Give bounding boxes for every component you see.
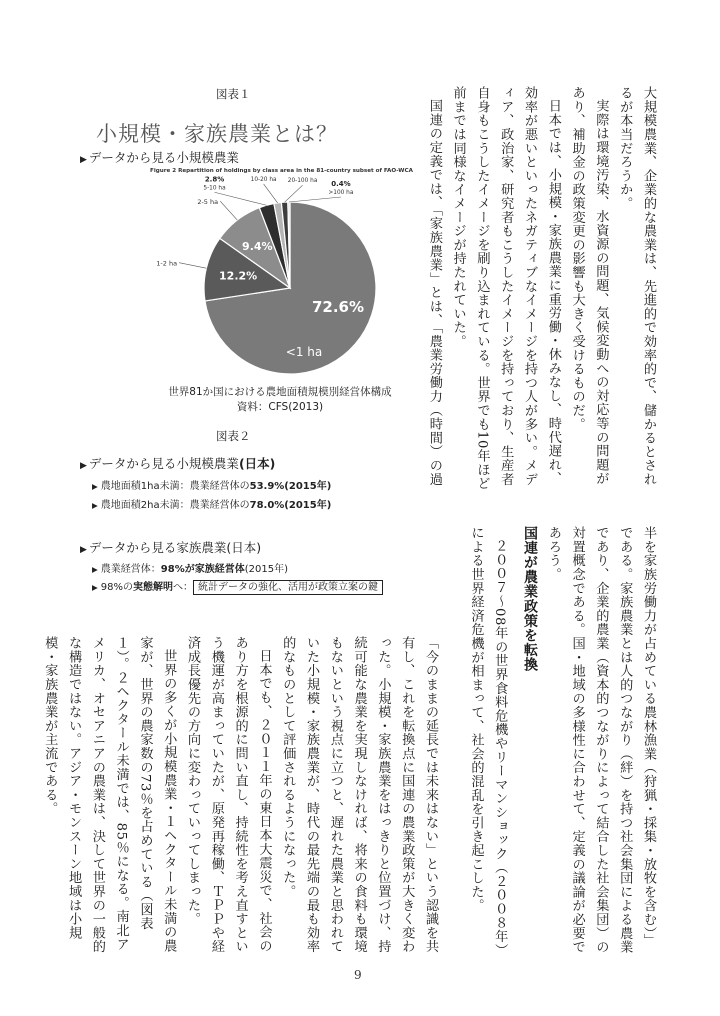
paragraph: 実際は環境汚染、水資源の問題、気候変動への対応等の問題があり、補助金の政策変更の影響も大きく受けるものだ。 [569, 86, 609, 486]
pie-leader-line [179, 263, 206, 269]
pie-value-label: 0.4% [331, 180, 351, 189]
pie-value-label: 2.8% [204, 176, 225, 184]
paragraph: 大規模農業、企業的な農業は、先進的で効率的で、儲かるとされるが本当だろうか。 [617, 86, 656, 487]
pie-leader-line [264, 184, 278, 203]
chart-title: Figure 2 Repartition of holdings by class area in the 81-country subset of FAO-WCA [150, 168, 413, 174]
triangle-bullet-icon: ▶ [92, 583, 98, 592]
triangle-bullet-icon: ▶ [92, 501, 98, 510]
paragraph: 日本では、小規模・家族農業に重労働・休みなし、時代遅れ、効率が悪いといったネガティブなイメージを持つ人が多い。メディア、政治家、研究者もこうしたイメージを持っており、生産者自身もこうしたイメージを刷り込まれている。世界でも10年ほど前までは同様なイメージが持たれていた。 [450, 86, 561, 491]
pie-category-label: >100 ha [328, 190, 354, 197]
body-text-bottom-right [446, 526, 660, 956]
paragraph: 国連の定義では、「家族農業」とは、「農業労働力（時間）の過 [426, 99, 442, 487]
paragraph: 半を家族労働力が占めている農林漁業（狩猟・採集・放牧を含む）」である。家族農業とは人的つながり（絆）を持つ社会集団による農業であり、企業的農業（資本的つながりによって結合した社会集団）の対置概念である。国・地域の多様性に合わせて、定義の議論が必要であろう。 [545, 526, 656, 954]
bullet-item: ▶ 農地面積1ha未満：農業経営体の53.9%(2015年) [92, 481, 332, 492]
caption-line: 世界81か国における農地面積規模別経営体構成 [168, 386, 392, 398]
figure2-label: 図表２ [216, 429, 251, 443]
triangle-bullet-icon: ▶ [80, 155, 87, 165]
body-text-bottom-left [42, 636, 442, 956]
figure1-title: 小規模・家族農業とは？ [96, 122, 338, 146]
pie-value-label: 72.6% [311, 298, 365, 316]
caption-line: 資料：CFS(2013) [236, 401, 324, 413]
pie-leader-line [220, 201, 237, 220]
pie-chart [150, 176, 410, 386]
body-text-top [426, 86, 660, 496]
figure1-subhead: ▶ データから見る小規模農業 [80, 150, 239, 165]
pie-value-label: 9.4% [242, 239, 273, 253]
triangle-bullet-icon: ▶ [80, 545, 87, 555]
pie-category-label: <1 ha [285, 345, 323, 359]
pie-category-label: 5-10 ha [203, 185, 226, 192]
pie-value-label: 12.2% [219, 269, 258, 283]
paragraph: 世界の多くが小規模農業・１ヘクタール未満の農家が、世界の農家数の73％を占めている（図表１）。２ヘクタール未満では、85％になる。南北アメリカ、オセアニアの農業は、決して世界の一般的な構造ではない。アジア・モンスーン地域は小規模・家族農業が主流である。 [42, 636, 177, 954]
pie-leader-line [285, 185, 303, 202]
pie-category-label: 20-100 ha [287, 178, 318, 185]
figure1-label: 図表１ [216, 87, 251, 101]
bullet-item: ▶ 農地面積2ha未満：農業経営体の78.0%(2015年) [92, 500, 332, 511]
pie-category-label: 1-2 ha [156, 259, 178, 268]
triangle-bullet-icon: ▶ [92, 565, 98, 574]
pie-category-label: 2-5 ha [197, 198, 219, 207]
paragraph: 日本でも、２０１１年の東日本大震災で、社会のあり方を根源的に問い直し、持続性を考え直すという機運が高まっていたが、原発再稼働、ＴＰＰや経済成長優先の方向に変わっていってしまった。 [185, 636, 272, 954]
pie-leader-line [289, 197, 341, 202]
bullet-item: ▶ 農業経営体：98%が家族経営体(2015年) [92, 564, 288, 575]
figure1-caption [150, 384, 410, 414]
page-number: 9 [354, 968, 362, 982]
paragraph: 「今のままの延長では未来はない」という認識を共有し、これを転換点に国連の農業政策が大きく変わった。小規模・家族農業をはっきりと位置づけ、持続可能な農業を実現しなければ、将来の食料も環境もないという視点に立つと、遅れた農業と思われていた小規模・家族農業が、時代の最先端の最も効率的なものとして評価されるようになった。 [280, 636, 438, 954]
section-heading: 国連が農業政策を転換 [522, 526, 539, 672]
figure2-subhead-family-farms: ▶ データから見る家族農業(日本) [80, 540, 262, 555]
paragraph: ２００７〜08年の世界食料危機やリーマンショック（２００８年）による世界経済危機が相まって、社会的混乱を引き起こした。 [468, 526, 508, 951]
triangle-bullet-icon: ▶ [92, 482, 98, 491]
triangle-bullet-icon: ▶ [80, 461, 87, 471]
highlight-box: 統計データの強化、活用が政策立案の鍵 [193, 580, 383, 595]
pie-category-label: 10-20 ha [250, 176, 277, 183]
figure2-subhead-small-farms: ▶ データから見る小規模農業(日本) [80, 456, 276, 471]
bullet-item: ▶ 98%の実態解明へ： 統計データの強化、活用が政策立案の鍵 [92, 578, 383, 593]
